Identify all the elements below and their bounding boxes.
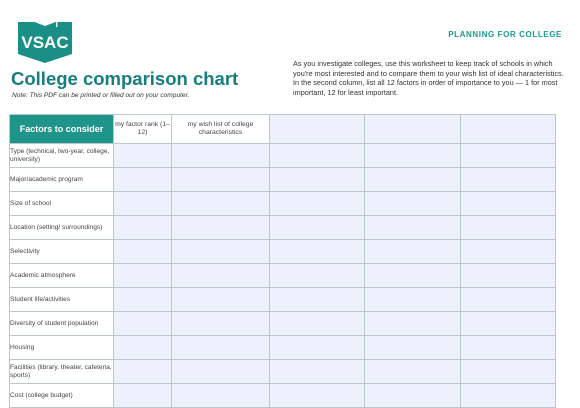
factor-label: Academic atmosphere	[10, 264, 114, 288]
college-3-header-field[interactable]	[461, 115, 556, 144]
college-2-field[interactable]	[365, 216, 461, 240]
college-1-field[interactable]	[270, 384, 365, 408]
college-3-field[interactable]	[461, 384, 556, 408]
college-1-field[interactable]	[270, 144, 365, 168]
rank-field[interactable]	[114, 384, 172, 408]
college-3-field[interactable]	[461, 144, 556, 168]
rank-field[interactable]	[114, 144, 172, 168]
college-1-field[interactable]	[270, 264, 365, 288]
table-row	[10, 360, 556, 384]
rank-header: my factor rank (1–12)	[114, 115, 172, 144]
wishlist-field[interactable]	[172, 192, 270, 216]
table-row	[10, 288, 556, 312]
rank-field[interactable]	[114, 360, 172, 384]
table-row	[10, 336, 556, 360]
page-title: College comparison chart	[11, 68, 239, 89]
table-row	[10, 192, 556, 216]
section-label: PLANNING FOR COLLEGE	[448, 30, 562, 39]
factor-label: Selectivity	[10, 240, 114, 264]
table-row	[10, 264, 556, 288]
vsac-logo	[16, 14, 74, 64]
college-2-field[interactable]	[365, 336, 461, 360]
wishlist-field[interactable]	[172, 240, 270, 264]
factors-header: Factors to consider	[10, 115, 114, 144]
college-1-header-field[interactable]	[270, 115, 365, 144]
table-body	[10, 144, 556, 408]
rank-field[interactable]	[114, 216, 172, 240]
note-text: Note: This PDF can be printed or filled out on your computer.	[12, 92, 190, 99]
factor-label: Cost (college budget)	[10, 384, 114, 408]
rank-field[interactable]	[114, 168, 172, 192]
college-2-header-field[interactable]	[365, 115, 461, 144]
college-1-field[interactable]	[270, 240, 365, 264]
rank-field[interactable]	[114, 288, 172, 312]
factor-label: Size of school	[10, 192, 114, 216]
college-1-field[interactable]	[270, 360, 365, 384]
table-row	[10, 240, 556, 264]
college-1-field[interactable]	[270, 312, 365, 336]
rank-field[interactable]	[114, 336, 172, 360]
wishlist-field[interactable]	[172, 384, 270, 408]
college-3-field[interactable]	[461, 264, 556, 288]
college-2-field[interactable]	[365, 240, 461, 264]
rank-field[interactable]	[114, 240, 172, 264]
college-3-field[interactable]	[461, 168, 556, 192]
factor-label: Housing	[10, 336, 114, 360]
wishlist-field[interactable]	[172, 288, 270, 312]
college-2-field[interactable]	[365, 192, 461, 216]
college-1-field[interactable]	[270, 336, 365, 360]
intro-text: As you investigate colleges, use this worksheet to keep track of schools in which you're most interested and to compare them to your wish list of ideal characteristics. In the second column, list all 12 factors in order of importance to you — 1 for most important, 12 for least important.	[293, 59, 564, 97]
comparison-table	[9, 114, 556, 408]
college-2-field[interactable]	[365, 360, 461, 384]
college-2-field[interactable]	[365, 264, 461, 288]
college-2-field[interactable]	[365, 168, 461, 192]
college-3-field[interactable]	[461, 336, 556, 360]
college-3-field[interactable]	[461, 216, 556, 240]
college-3-field[interactable]	[461, 192, 556, 216]
college-1-field[interactable]	[270, 216, 365, 240]
wishlist-field[interactable]	[172, 168, 270, 192]
college-2-field[interactable]	[365, 312, 461, 336]
college-3-field[interactable]	[461, 288, 556, 312]
rank-field[interactable]	[114, 312, 172, 336]
table-row	[10, 384, 556, 408]
college-2-field[interactable]	[365, 288, 461, 312]
wishlist-field[interactable]	[172, 216, 270, 240]
factor-label: Student life/activities	[10, 288, 114, 312]
college-1-field[interactable]	[270, 192, 365, 216]
table-row	[10, 216, 556, 240]
college-3-field[interactable]	[461, 312, 556, 336]
wishlist-header: my wish list of college characteristics	[172, 115, 270, 144]
college-1-field[interactable]	[270, 168, 365, 192]
wishlist-field[interactable]	[172, 264, 270, 288]
factor-label: Type (technical, two-year, college, university)	[10, 144, 114, 168]
college-2-field[interactable]	[365, 384, 461, 408]
factor-label: Diversity of student population	[10, 312, 114, 336]
logo-text: VSAC	[21, 33, 69, 52]
wishlist-field[interactable]	[172, 312, 270, 336]
college-2-field[interactable]	[365, 144, 461, 168]
table-row	[10, 168, 556, 192]
wishlist-field[interactable]	[172, 336, 270, 360]
factor-label: Major/academic program	[10, 168, 114, 192]
rank-field[interactable]	[114, 192, 172, 216]
table-row	[10, 144, 556, 168]
table-row	[10, 312, 556, 336]
wishlist-field[interactable]	[172, 144, 270, 168]
college-3-field[interactable]	[461, 360, 556, 384]
college-3-field[interactable]	[461, 240, 556, 264]
rank-field[interactable]	[114, 264, 172, 288]
factor-label: Facilities (library, theater, cafeteria, sports)	[10, 360, 114, 384]
college-1-field[interactable]	[270, 288, 365, 312]
wishlist-field[interactable]	[172, 360, 270, 384]
factor-label: Location (setting/ surroundings)	[10, 216, 114, 240]
